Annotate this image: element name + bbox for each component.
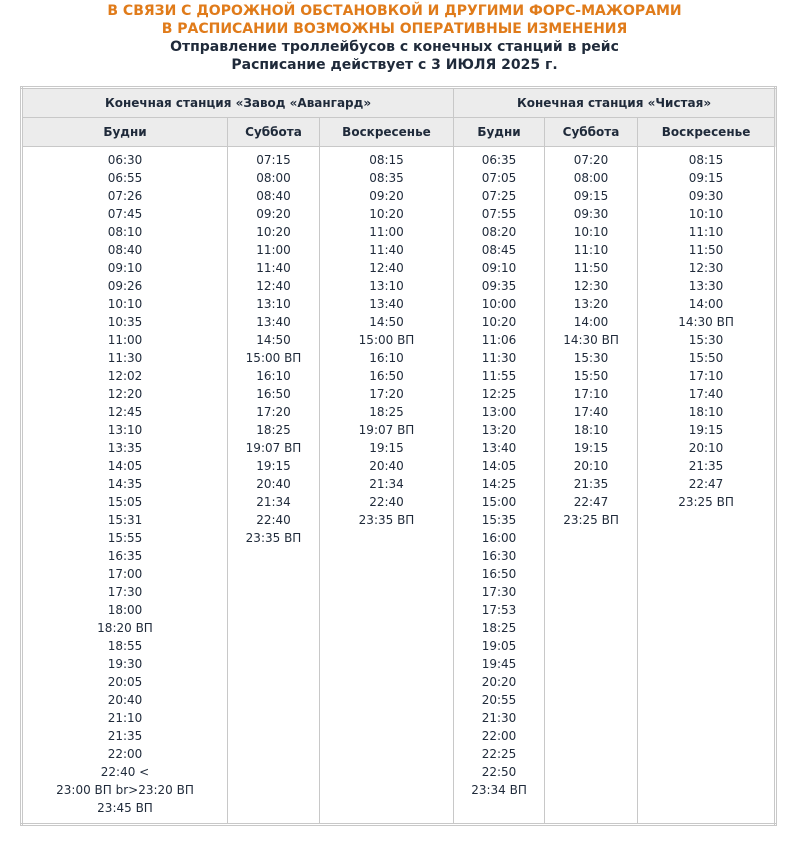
departure-time: 22:00 [107, 747, 143, 761]
departure-time: 18:25 [369, 405, 404, 419]
departure-time: 08:35 [369, 171, 404, 185]
departure-time: 18:10 [573, 423, 609, 437]
departure-time: 16:10 [369, 351, 404, 365]
departure-time: 14:00 [573, 315, 609, 329]
departure-time: 23:34 ВП [471, 783, 527, 797]
departure-time: 11:50 [688, 243, 724, 257]
departure-time: 08:40 [107, 243, 143, 257]
departure-time: 20:20 [481, 675, 517, 689]
departure-time: 21:35 [107, 729, 143, 743]
departure-time: 06:35 [481, 153, 517, 167]
departure-time: 15:00 ВП [245, 351, 302, 365]
departure-time: 18:55 [107, 639, 143, 653]
departure-time: 20:40 [369, 459, 404, 473]
departure-time: 17:30 [107, 585, 143, 599]
departure-time: 09:15 [688, 171, 724, 185]
departure-time: 18:25 [481, 621, 517, 635]
departure-time: 17:40 [688, 387, 724, 401]
departure-time: 18:20 ВП [97, 621, 153, 635]
departure-time: 20:10 [688, 441, 724, 455]
departure-time: 07:20 [573, 153, 609, 167]
departure-time: 16:30 [481, 549, 517, 563]
departure-time: 11:06 [481, 333, 517, 347]
departure-time: 15:35 [481, 513, 517, 527]
schedule-effective-date: Расписание действует с 3 ИЮЛЯ 2025 г. [231, 57, 558, 73]
departure-time: 12:40 [256, 279, 291, 293]
departure-time: 07:45 [107, 207, 143, 221]
column-header-weekdays: Будни [454, 118, 545, 147]
departure-time: 23:00 ВП br>23:20 ВП [56, 783, 194, 797]
departure-time: 16:50 [481, 567, 517, 581]
departure-time: 11:30 [107, 351, 143, 365]
departure-time: 13:20 [573, 297, 609, 311]
departure-time: 08:40 [256, 189, 291, 203]
departure-time: 18:00 [107, 603, 143, 617]
departure-time: 10:20 [369, 207, 404, 221]
departure-time: 09:30 [688, 189, 724, 203]
departure-time: 17:10 [688, 369, 724, 383]
departure-time: 23:25 ВП [678, 495, 734, 509]
departure-time: 13:40 [369, 297, 404, 311]
departure-time: 21:30 [481, 711, 517, 725]
departure-time: 13:30 [688, 279, 724, 293]
departure-time: 20:05 [107, 675, 143, 689]
departure-time: 13:00 [481, 405, 517, 419]
departure-time: 15:50 [573, 369, 609, 383]
departure-time: 19:15 [369, 441, 404, 455]
departure-time: 13:40 [481, 441, 517, 455]
departure-time: 11:40 [369, 243, 404, 257]
departure-time: 08:15 [369, 153, 404, 167]
departure-time: 23:35 ВП [245, 531, 302, 545]
departure-time: 12:30 [688, 261, 724, 275]
departure-time: 11:40 [256, 261, 291, 275]
departure-time: 09:20 [369, 189, 404, 203]
column-header-sunday: Воскресенье [320, 118, 454, 147]
column-header-saturday: Суббота [228, 118, 320, 147]
departure-time: 16:10 [256, 369, 291, 383]
departure-time: 20:40 [107, 693, 143, 707]
departure-time: 10:35 [107, 315, 143, 329]
departure-time: 17:30 [481, 585, 517, 599]
departure-time: 19:15 [256, 459, 291, 473]
departure-time: 07:05 [481, 171, 517, 185]
notice-line-2: В РАСПИСАНИИ ВОЗМОЖНЫ ОПЕРАТИВНЫЕ ИЗМЕНЕНИЯ [161, 21, 628, 37]
departure-time: 09:30 [573, 207, 609, 221]
departure-time: 10:00 [481, 297, 517, 311]
times-avangard-weekdays [22, 147, 228, 825]
departure-time: 17:10 [573, 387, 609, 401]
departure-time: 14:30 ВП [678, 315, 734, 329]
departure-time: 19:07 ВП [245, 441, 302, 455]
departure-time: 23:45 ВП [97, 801, 153, 815]
station-header-avangard: Конечная станция «Завод «Авангард» [22, 88, 454, 118]
departure-time: 21:10 [107, 711, 143, 725]
departure-time: 14:35 [107, 477, 143, 491]
departure-time: 19:05 [481, 639, 517, 653]
departure-time: 11:00 [107, 333, 143, 347]
departure-time: 13:40 [256, 315, 291, 329]
departure-time: 08:20 [481, 225, 517, 239]
departure-time: 14:00 [688, 297, 724, 311]
departure-time: 07:25 [481, 189, 517, 203]
departure-time: 16:50 [256, 387, 291, 401]
departure-time: 22:40 [256, 513, 291, 527]
departure-time: 07:26 [107, 189, 143, 203]
departure-time: 13:10 [256, 297, 291, 311]
departure-time: 12:25 [481, 387, 517, 401]
times-chistaya-weekdays [454, 147, 545, 825]
departure-time: 12:20 [107, 387, 143, 401]
departure-time: 23:25 ВП [563, 513, 619, 527]
times-avangard-saturday [228, 147, 320, 825]
departure-time: 10:20 [481, 315, 517, 329]
departure-time: 22:47 [573, 495, 609, 509]
departure-time: 18:25 [256, 423, 291, 437]
schedule-table [20, 86, 777, 826]
departure-time: 17:40 [573, 405, 609, 419]
departure-time: 18:10 [688, 405, 724, 419]
departure-time: 08:45 [481, 243, 517, 257]
departure-time: 22:00 [481, 729, 517, 743]
departure-time: 12:45 [107, 405, 143, 419]
departure-time: 15:55 [107, 531, 143, 545]
departure-time: 23:35 ВП [358, 513, 415, 527]
times-avangard-sunday [320, 147, 454, 825]
departure-time: 12:30 [573, 279, 609, 293]
departure-time: 09:10 [107, 261, 143, 275]
departure-time: 21:35 [688, 459, 724, 473]
departure-time: 21:35 [573, 477, 609, 491]
departure-time: 15:00 ВП [358, 333, 415, 347]
departure-time: 19:15 [573, 441, 609, 455]
departure-time: 19:15 [688, 423, 724, 437]
departure-time: 10:20 [256, 225, 291, 239]
departure-time: 11:10 [573, 243, 609, 257]
departure-time: 16:35 [107, 549, 143, 563]
departure-time: 08:15 [688, 153, 724, 167]
departure-time: 06:55 [107, 171, 143, 185]
departure-time: 12:02 [107, 369, 143, 383]
departure-time: 19:07 ВП [358, 423, 415, 437]
departure-time: 17:20 [256, 405, 291, 419]
departure-time: 09:20 [256, 207, 291, 221]
departure-time: 10:10 [107, 297, 143, 311]
departure-time: 16:00 [481, 531, 517, 545]
notice-line-1: В СВЯЗИ С ДОРОЖНОЙ ОБСТАНОВКОЙ И ДРУГИМИ ФОРС-МАЖОРАМИ [107, 3, 682, 19]
departure-time: 08:10 [107, 225, 143, 239]
departure-time: 14:05 [107, 459, 143, 473]
departure-time: 22:50 [481, 765, 517, 779]
departure-time: 10:10 [573, 225, 609, 239]
departure-time: 11:00 [256, 243, 291, 257]
departure-time: 11:55 [481, 369, 517, 383]
departure-time: 19:30 [107, 657, 143, 671]
departure-time: 20:55 [481, 693, 517, 707]
departure-time: 08:00 [256, 171, 291, 185]
departure-time: 08:00 [573, 171, 609, 185]
column-header-sunday: Воскресенье [638, 118, 776, 147]
departure-time: 09:15 [573, 189, 609, 203]
departure-time: 17:20 [369, 387, 404, 401]
departure-time: 09:26 [107, 279, 143, 293]
station-header-chistaya: Конечная станция «Чистая» [454, 88, 776, 118]
departure-time: 13:20 [481, 423, 517, 437]
departure-time: 21:34 [256, 495, 291, 509]
departure-time: 14:25 [481, 477, 517, 491]
departure-time: 10:10 [688, 207, 724, 221]
departure-time: 11:50 [573, 261, 609, 275]
departure-time: 11:00 [369, 225, 404, 239]
departure-time: 22:25 [481, 747, 517, 761]
departure-time: 12:40 [369, 261, 404, 275]
schedule-header [0, 0, 789, 74]
departure-time: 15:30 [573, 351, 609, 365]
departure-time: 16:50 [369, 369, 404, 383]
departure-time: 14:05 [481, 459, 517, 473]
column-header-saturday: Суббота [545, 118, 638, 147]
departure-time: 15:30 [688, 333, 724, 347]
departure-time: 15:00 [481, 495, 517, 509]
departure-time: 21:34 [369, 477, 404, 491]
departure-time: 17:53 [481, 603, 517, 617]
departure-time: 06:30 [107, 153, 143, 167]
departure-time: 17:00 [107, 567, 143, 581]
departure-time: 14:30 ВП [563, 333, 619, 347]
departure-time: 13:10 [107, 423, 143, 437]
schedule-subtitle: Отправление троллейбусов с конечных станций в рейс [170, 39, 619, 55]
departure-time: 13:10 [369, 279, 404, 293]
times-chistaya-saturday [545, 147, 638, 825]
departure-time: 09:10 [481, 261, 517, 275]
departure-time: 09:35 [481, 279, 517, 293]
departure-time: 22:40 < [100, 765, 150, 779]
departure-time: 15:31 [107, 513, 143, 527]
times-chistaya-sunday [638, 147, 776, 825]
departure-time: 15:05 [107, 495, 143, 509]
departure-time: 20:40 [256, 477, 291, 491]
departure-time: 14:50 [256, 333, 291, 347]
departure-time: 20:10 [573, 459, 609, 473]
departure-time: 07:15 [256, 153, 291, 167]
departure-time: 11:10 [688, 225, 724, 239]
departure-time: 22:40 [369, 495, 404, 509]
departure-time: 11:30 [481, 351, 517, 365]
departure-time: 14:50 [369, 315, 404, 329]
departure-time: 22:47 [688, 477, 724, 491]
column-header-weekdays: Будни [22, 118, 228, 147]
departure-time: 15:50 [688, 351, 724, 365]
departure-time: 07:55 [481, 207, 517, 221]
departure-time: 19:45 [481, 657, 517, 671]
departure-time: 13:35 [107, 441, 143, 455]
